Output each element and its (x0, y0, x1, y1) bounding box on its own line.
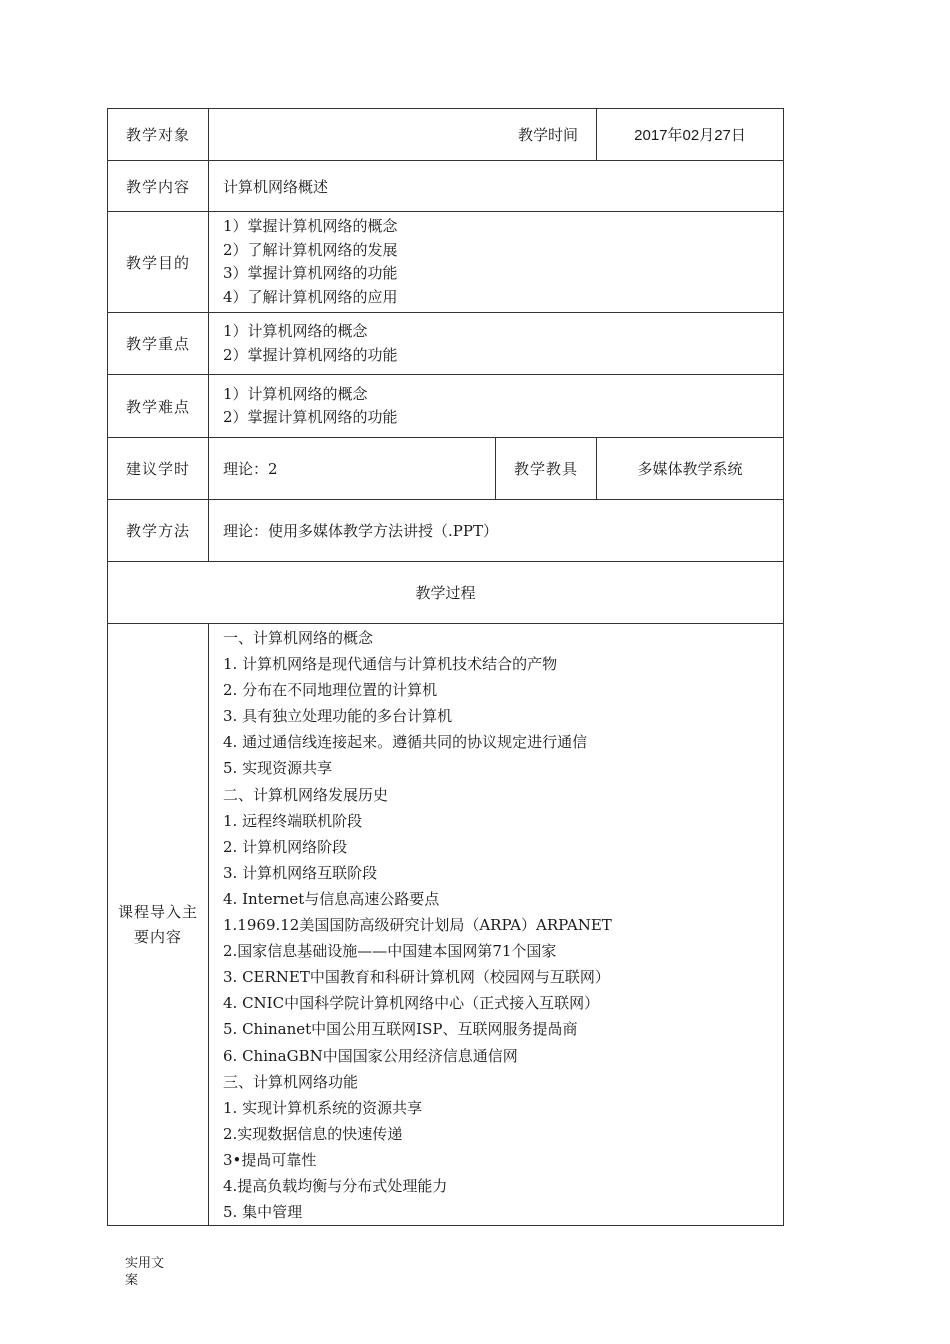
process-line: 2. 计算机网络阶段 (223, 837, 348, 856)
row-process-header (108, 562, 784, 624)
teaching-time-label: 教学时间 (518, 126, 579, 144)
process-line: 5. 实现资源共享 (223, 759, 333, 778)
key-points-label: 教学重点 (108, 313, 209, 375)
process-line: 3. CERNET中国教育和科研计算机网（校园网与互联网） (223, 968, 610, 987)
process-line: 4. Internet与信息高速公路要点 (223, 889, 440, 908)
teaching-content-label: 教学内容 (108, 161, 209, 212)
process-line: 2. 分布在不同地理位置的计算机 (223, 681, 438, 700)
row-difficulties (108, 375, 784, 438)
key-point-item: 1）计算机网络的概念 (223, 322, 368, 340)
process-line: 1.1969.12美国国防高级研究计划局（ARPA）ARPANET (223, 916, 612, 935)
objective-item: 4）了解计算机网络的应用 (223, 287, 398, 306)
process-line: 2.实现数据信息的快速传递 (223, 1124, 403, 1143)
footer-line-1: 实用文 (125, 1256, 165, 1271)
process-line: 1. 远程终端联机阶段 (223, 811, 363, 830)
process-content-label-text: 课程导入主要内容 (117, 902, 198, 946)
key-point-item: 2）掌握计算机网络的功能 (223, 345, 398, 364)
process-line: 1. 实现计算机系统的资源共享 (223, 1098, 423, 1117)
difficulties-label: 教学难点 (108, 375, 209, 438)
teaching-content-value: 计算机网络概述 (209, 161, 784, 212)
row-process-content (108, 624, 784, 1226)
process-line: 三、计算机网络功能 (223, 1072, 359, 1091)
process-line: 3. 计算机网络互联阶段 (223, 863, 378, 882)
teaching-method-label: 教学方法 (108, 500, 209, 562)
row-teaching-content (108, 161, 784, 212)
process-line: 3•提咼可靠性 (223, 1150, 317, 1169)
difficulty-item: 2）掌握计算机网络的功能 (223, 408, 398, 426)
footer-line-2: 案 (125, 1273, 139, 1288)
teaching-process-header: 教学过程 (108, 562, 784, 624)
objective-item: 1）掌握计算机网络的概念 (223, 217, 398, 235)
row-teaching-method (108, 500, 784, 562)
teaching-method-value: 理论：使用多媒体教学方法讲授（.PPT） (209, 500, 784, 562)
suggested-hours-value: 理论：2 (209, 438, 496, 500)
teaching-objectives-list (209, 212, 784, 313)
difficulty-item: 1）计算机网络的概念 (223, 384, 368, 403)
process-line: 5. 集中管理 (223, 1203, 303, 1222)
teaching-tools-value: 多媒体教学系统 (597, 438, 784, 500)
key-points-list (209, 313, 784, 375)
teaching-objectives-label: 教学目的 (108, 212, 209, 313)
process-line: 4. CNIC中国科学院计算机网络中心（正式接入互联网） (223, 994, 600, 1013)
process-line: 4.提高负载均衡与分布式处理能力 (223, 1176, 448, 1195)
process-line: 一、计算机网络的概念 (223, 629, 374, 647)
row-teaching-objectives (108, 212, 784, 313)
lesson-plan-table (107, 108, 784, 1226)
row-teaching-target (108, 109, 784, 161)
suggested-hours-label: 建议学时 (108, 438, 209, 500)
objective-item: 3）掌握计算机网络的功能 (223, 264, 398, 282)
process-line: 二、计算机网络发展历史 (223, 785, 389, 804)
difficulties-list (209, 375, 784, 438)
process-line: 2.国家信息基础设施——中国建本国网第71个国家 (223, 942, 557, 961)
teaching-tools-label: 教学教具 (496, 438, 597, 500)
process-line: 6. ChinaGBN中国国家公用经济信息通信网 (223, 1046, 518, 1065)
teaching-time-value: 2017年02月27日 (597, 109, 784, 161)
process-content-lines (209, 624, 784, 1226)
teaching-time-label-cell (209, 109, 597, 161)
page-footer (125, 1255, 173, 1289)
objective-item: 2）了解计算机网络的发展 (223, 240, 398, 259)
row-key-points (108, 313, 784, 375)
process-line: 5. Chinanet中国公用互联网ISP、互联网服务提咼商 (223, 1020, 578, 1039)
process-line: 3. 具有独立处理功能的多台计算机 (223, 707, 453, 726)
teaching-target-label: 教学对象 (108, 109, 209, 161)
process-line: 4. 通过通信线连接起来。遵循共同的协议规定进行通信 (223, 733, 588, 752)
process-line: 1. 计算机网络是现代通信与计算机技术结合的产物 (223, 655, 558, 674)
process-content-label (108, 624, 209, 1226)
row-hours-tools (108, 438, 784, 500)
